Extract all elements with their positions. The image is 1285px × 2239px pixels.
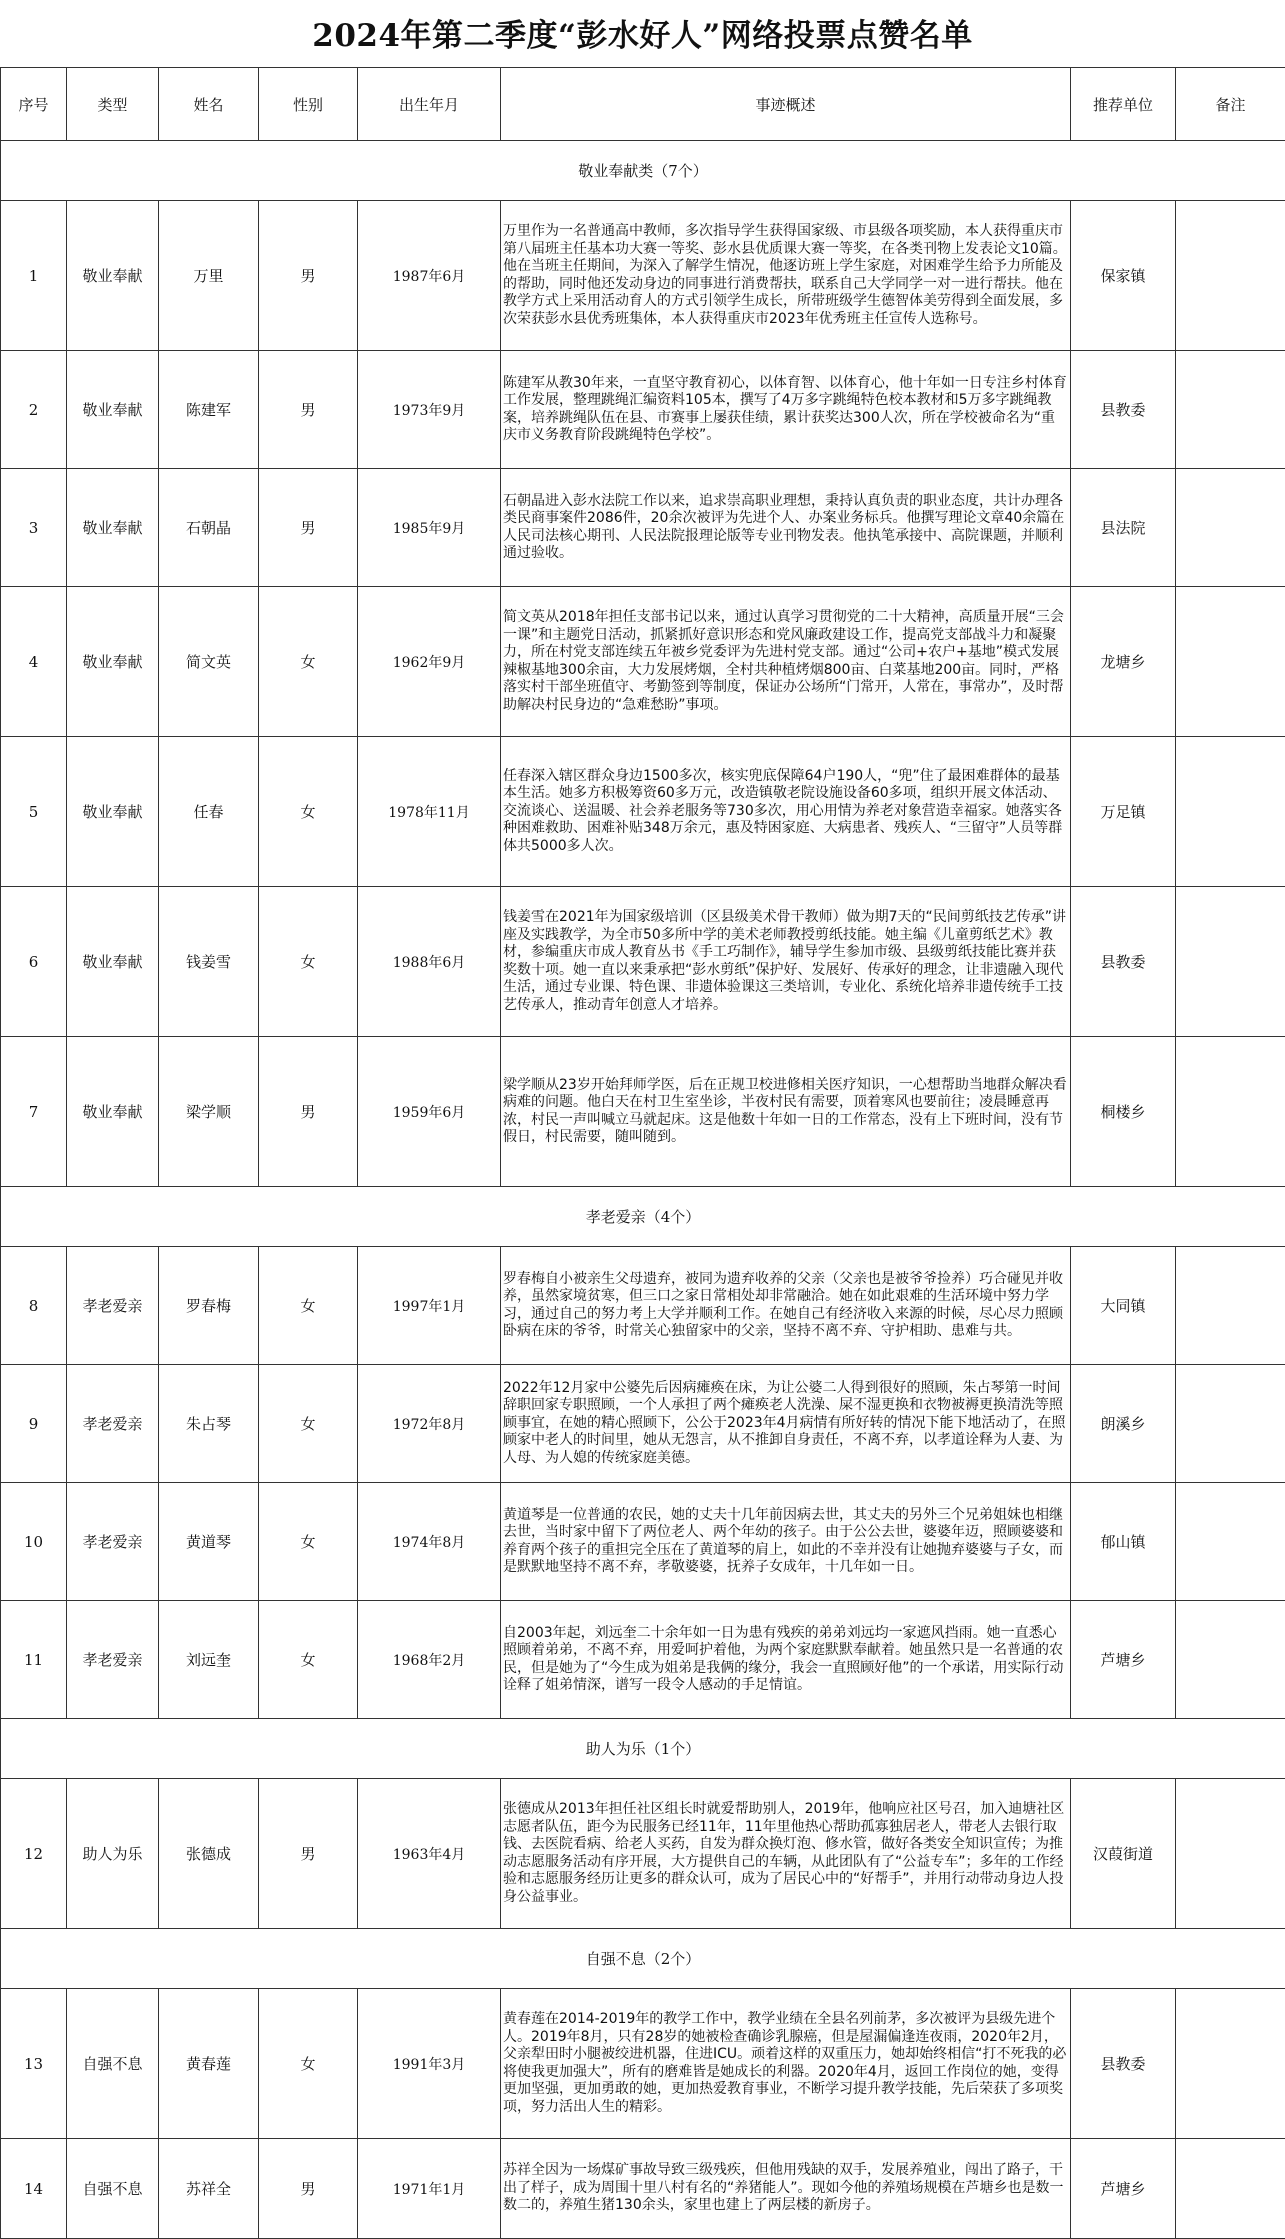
row-remark [1176, 1989, 1285, 2139]
row-type: 自强不息 [67, 2139, 159, 2239]
row-birth: 1985年9月 [358, 469, 501, 587]
row-type: 自强不息 [67, 1989, 159, 2139]
row-unit: 汉葭街道 [1071, 1779, 1176, 1929]
row-unit: 芦塘乡 [1071, 1601, 1176, 1719]
row-deed: 任春深入辖区群众身边1500多次，核实兜底保障64户190人，“兜”住了最困难群体的最基本生活。她多方积极筹资60多万元，改造镇敬老院设施设备60多项，组织开展文体活动、交流谈心、送温暖、社会养老服务等730多次，用心用情为养老对象营造幸福家。她落实各种困难救助、困难补贴348万余元，惠及特困家庭、大病患者、残疾人、“三留守”人员等群体共5000多人次。 [501, 737, 1071, 887]
row-birth: 1959年6月 [358, 1037, 501, 1187]
row-name: 石朝晶 [159, 469, 259, 587]
table-row [1, 737, 1285, 887]
row-birth: 1972年8月 [358, 1365, 501, 1483]
row-name: 任春 [159, 737, 259, 887]
row-birth: 1962年9月 [358, 587, 501, 737]
row-gender: 女 [259, 737, 358, 887]
header-name: 姓名 [159, 68, 259, 141]
row-deed: 陈建军从教30年来，一直坚守教育初心，以体育智、以体育心，他十年如一日专注乡村体育工作发展，整理跳绳汇编资料105本，撰写了4万多字跳绳特色校本教材和5万多字跳绳教案，培养跳绳队伍在县、市赛事上屡获佳绩，累计获奖达300人次，所在学校被命名为“重庆市义务教育阶段跳绳特色学校”。 [501, 351, 1071, 469]
row-gender: 女 [259, 1601, 358, 1719]
row-gender: 女 [259, 1989, 358, 2139]
table-row [1, 887, 1285, 1037]
table-row [1, 201, 1285, 351]
category-label: 自强不息（2个） [1, 1929, 1285, 1989]
header-unit: 推荐单位 [1071, 68, 1176, 141]
category-row [1, 141, 1285, 201]
row-gender: 男 [259, 1779, 358, 1929]
table-row [1, 1037, 1285, 1187]
row-deed: 钱姜雪在2021年为国家级培训（区县级美术骨干教师）做为期7天的“民间剪纸技艺传承”讲座及实践教学，为全市50多所中学的美术老师教授剪纸技能。她主编《儿童剪纸艺术》教材，参编重庆市成人教育丛书《手工巧制作》，辅导学生参加市级、县级剪纸技能比赛并获奖数十项。她一直以来秉承把“彭水剪纸”保护好、发展好、传承好的理念，让非遗融入现代生活，通过专业课、特色课、非遗体验课这三类培训，专业化、系统化培养非遗传统手工技艺传承人，推动青年创意人才培养。 [501, 887, 1071, 1037]
row-deed: 苏祥全因为一场煤矿事故导致三级残疾，但他用残缺的双手，发展养殖业，闯出了路子，干出了样子，成为周围十里八村有名的“养猪能人”。现如今他的养殖场规模在芦塘乡也是数一数二的，养殖生猪130余头，家里也建上了两层楼的新房子。 [501, 2139, 1071, 2239]
row-unit: 桐楼乡 [1071, 1037, 1176, 1187]
row-type: 敬业奉献 [67, 469, 159, 587]
row-birth: 1991年3月 [358, 1989, 501, 2139]
row-gender: 男 [259, 201, 358, 351]
row-remark [1176, 1601, 1285, 1719]
row-remark [1176, 1365, 1285, 1483]
table-row [1, 2139, 1285, 2239]
category-label: 助人为乐（1个） [1, 1719, 1285, 1779]
row-name: 万里 [159, 201, 259, 351]
row-remark [1176, 351, 1285, 469]
row-type: 敬业奉献 [67, 1037, 159, 1187]
header-gender: 性别 [259, 68, 358, 141]
row-birth: 1997年1月 [358, 1247, 501, 1365]
row-name: 简文英 [159, 587, 259, 737]
row-unit: 郁山镇 [1071, 1483, 1176, 1601]
row-number: 4 [1, 587, 67, 737]
row-remark [1176, 1247, 1285, 1365]
row-deed: 黄春莲在2014-2019年的教学工作中，教学业绩在全县名列前茅，多次被评为县级先进个人。2019年8月，只有28岁的她被检查确诊乳腺癌，但是屋漏偏逢连夜雨，2020年2月，父亲犁田时小腿被绞进机器，住进ICU。顽着这样的双重压力，她却始终相信“打不死我的必将使我更加强大”，所有的磨难皆是她成长的利器。2020年4月，返回工作岗位的她，变得更加坚强，更加勇敢的她，更加热爱教育事业，不断学习提升教学技能，先后荣获了多项奖项，努力活出人生的精彩。 [501, 1989, 1071, 2139]
row-birth: 1973年9月 [358, 351, 501, 469]
row-birth: 1968年2月 [358, 1601, 501, 1719]
row-unit: 朗溪乡 [1071, 1365, 1176, 1483]
row-type: 敬业奉献 [67, 201, 159, 351]
row-type: 敬业奉献 [67, 887, 159, 1037]
row-gender: 女 [259, 587, 358, 737]
row-birth: 1978年11月 [358, 737, 501, 887]
row-remark [1176, 737, 1285, 887]
row-name: 苏祥全 [159, 2139, 259, 2239]
row-number: 12 [1, 1779, 67, 1929]
category-label: 敬业奉献类（7个） [1, 141, 1285, 201]
table-row [1, 1601, 1285, 1719]
category-row [1, 1719, 1285, 1779]
row-deed: 罗春梅自小被亲生父母遗弃，被同为遗弃收养的父亲（父亲也是被爷爷捡养）巧合碰见并收养，虽然家境贫寒，但三口之家日常相处却非常融洽。她在如此艰难的生活环境中努力学习，通过自己的努力考上大学并顺利工作。在她自己有经济收入来源的时候，尽心尽力照顾卧病在床的爷爷，时常关心独留家中的父亲，坚持不离不弃、守护相助、患难与共。 [501, 1247, 1071, 1365]
row-remark [1176, 2139, 1285, 2239]
table-row [1, 1483, 1285, 1601]
row-name: 梁学顺 [159, 1037, 259, 1187]
row-type: 孝老爱亲 [67, 1601, 159, 1719]
row-number: 14 [1, 2139, 67, 2239]
row-deed: 自2003年起，刘远奎二十余年如一日为患有残疾的弟弟刘远均一家遮风挡雨。她一直悉心照顾着弟弟，不离不弃，用爱呵护着他，为两个家庭默默奉献着。她虽然只是一名普通的农民，但是她为了“今生成为姐弟是我俩的缘分，我会一直照顾好他”的一个承诺，用实际行动诠释了姐弟情深，谱写一段令人感动的手足情谊。 [501, 1601, 1071, 1719]
row-number: 11 [1, 1601, 67, 1719]
row-unit: 县教委 [1071, 1989, 1176, 2139]
row-gender: 男 [259, 469, 358, 587]
row-birth: 1974年8月 [358, 1483, 501, 1601]
row-deed: 石朝晶进入彭水法院工作以来，追求崇高职业理想，秉持认真负责的职业态度，共计办理各类民商事案件2086件，20余次被评为先进个人、办案业务标兵。他撰写理论文章40余篇在人民司法核心期刊、人民法院报理论版等专业刊物发表。他执笔承接中、高院课题，并顺利通过验收。 [501, 469, 1071, 587]
row-unit: 保家镇 [1071, 201, 1176, 351]
row-deed: 简文英从2018年担任支部书记以来，通过认真学习贯彻党的二十大精神，高质量开展“三会一课”和主题党日活动，抓紧抓好意识形态和党风廉政建设工作，提高党支部战斗力和凝聚力，所在村党支部连续五年被乡党委评为先进村党支部。通过“公司+农户+基地”模式发展辣椒基地300余亩，大力发展烤烟，全村共种植烤烟800亩、白菜基地200亩。同时，严格落实村干部坐班值守、考勤签到等制度，保证办公场所“门常开，人常在，事常办”，及时帮助解决村民身边的“急难愁盼”事项。 [501, 587, 1071, 737]
row-number: 10 [1, 1483, 67, 1601]
row-name: 刘远奎 [159, 1601, 259, 1719]
row-gender: 女 [259, 1483, 358, 1601]
row-number: 2 [1, 351, 67, 469]
table-row [1, 1365, 1285, 1483]
row-remark [1176, 1779, 1285, 1929]
row-deed: 张德成从2013年担任社区组长时就爱帮助别人，2019年，他响应社区号召，加入迪塘社区志愿者队伍，距今为民服务已经11年，11年里他热心帮助孤寡独居老人，带老人去银行取钱、去医院看病、给老人买药，自发为群众换灯泡、修水管，做好各类安全知识宣传；为推动志愿服务活动有序开展，大方提供自己的车辆，从此团队有了“公益专车”；多年的工作经验和志愿服务经历让更多的群众认可，成为了居民心中的“好帮手”，并用行动带动身边人投身公益事业。 [501, 1779, 1071, 1929]
row-remark [1176, 201, 1285, 351]
row-name: 朱占琴 [159, 1365, 259, 1483]
row-name: 钱姜雪 [159, 887, 259, 1037]
row-remark [1176, 1483, 1285, 1601]
row-unit: 县教委 [1071, 351, 1176, 469]
row-gender: 男 [259, 351, 358, 469]
row-unit: 县法院 [1071, 469, 1176, 587]
header-deed: 事迹概述 [501, 68, 1071, 141]
row-unit: 县教委 [1071, 887, 1176, 1037]
row-gender: 女 [259, 1365, 358, 1483]
row-remark [1176, 469, 1285, 587]
row-number: 8 [1, 1247, 67, 1365]
row-name: 张德成 [159, 1779, 259, 1929]
row-birth: 1971年1月 [358, 2139, 501, 2239]
table-row [1, 351, 1285, 469]
page-title: 2024年第二季度“彭水好人”网络投票点赞名单 [0, 0, 1285, 64]
header-no: 序号 [1, 68, 67, 141]
header-row [1, 68, 1285, 141]
row-deed: 梁学顺从23岁开始拜师学医，后在正规卫校进修相关医疗知识，一心想帮助当地群众解决看病难的问题。他白天在村卫生室坐诊，半夜村民有需要，顶着寒风也要前往；凌晨睡意再浓，村民一声叫喊立马就起床。这是他数十年如一日的工作常态，没有上下班时间，没有节假日，村民需要，随叫随到。 [501, 1037, 1071, 1187]
row-gender: 男 [259, 1037, 358, 1187]
row-name: 黄春莲 [159, 1989, 259, 2139]
row-birth: 1963年4月 [358, 1779, 501, 1929]
row-type: 敬业奉献 [67, 737, 159, 887]
row-deed: 黄道琴是一位普通的农民，她的丈夫十几年前因病去世，其丈夫的另外三个兄弟姐妹也相继去世，当时家中留下了两位老人、两个年幼的孩子。由于公公去世，婆婆年迈，照顾婆婆和养育两个孩子的重担完全压在了黄道琴的肩上，如此的不幸并没有让她抛弃婆婆与子女，而是默默地坚持不离不弃，孝敬婆婆，抚养子女成年，十几年如一日。 [501, 1483, 1071, 1601]
row-deed: 2022年12月家中公婆先后因病瘫痪在床，为让公婆二人得到很好的照顾，朱占琴第一时间辞职回家专职照顾，一个人承担了两个瘫痪老人洗澡、屎不湿更换和衣物被褥更换清洗等照顾事宜，在她的精心照顾下，公公于2023年4月病情有所好转的情况下能下地活动了，在照顾家中老人的时间里，她从无怨言，从不推卸自身责任，不离不弃，以孝道诠释为人妻、为人母、为人媳的传统家庭美德。 [501, 1365, 1071, 1483]
candidate-table [0, 67, 1285, 2239]
row-gender: 女 [259, 887, 358, 1037]
category-label: 孝老爱亲（4个） [1, 1187, 1285, 1247]
row-unit: 大同镇 [1071, 1247, 1176, 1365]
table-row [1, 587, 1285, 737]
row-unit: 龙塘乡 [1071, 587, 1176, 737]
row-remark [1176, 1037, 1285, 1187]
table-row [1, 1989, 1285, 2139]
row-number: 6 [1, 887, 67, 1037]
row-gender: 男 [259, 2139, 358, 2239]
row-remark [1176, 587, 1285, 737]
row-name: 罗春梅 [159, 1247, 259, 1365]
row-deed: 万里作为一名普通高中教师，多次指导学生获得国家级、市县级各项奖励，本人获得重庆市第八届班主任基本功大赛一等奖、彭水县优质课大赛一等奖，在各类刊物上发表论文10篇。他在当班主任期间，为深入了解学生情况，他逐访班上学生家庭，对困难学生给予力所能及的帮助，同时他还发动身边的同事进行消费帮扶，联系自己大学同学一对一进行帮扶。他在教学方式上采用活动育人的方式引领学生成长，所带班级学生德智体美劳得到全面发展，多次荣获彭水县优秀班集体，本人获得重庆市2023年优秀班主任宣传人选称号。 [501, 201, 1071, 351]
row-unit: 芦塘乡 [1071, 2139, 1176, 2239]
row-type: 孝老爱亲 [67, 1247, 159, 1365]
row-gender: 女 [259, 1247, 358, 1365]
row-type: 助人为乐 [67, 1779, 159, 1929]
row-unit: 万足镇 [1071, 737, 1176, 887]
row-type: 孝老爱亲 [67, 1365, 159, 1483]
row-type: 敬业奉献 [67, 351, 159, 469]
row-name: 陈建军 [159, 351, 259, 469]
row-number: 5 [1, 737, 67, 887]
row-type: 孝老爱亲 [67, 1483, 159, 1601]
row-birth: 1987年6月 [358, 201, 501, 351]
category-row [1, 1187, 1285, 1247]
header-type: 类型 [67, 68, 159, 141]
row-number: 7 [1, 1037, 67, 1187]
header-remark: 备注 [1176, 68, 1285, 141]
row-birth: 1988年6月 [358, 887, 501, 1037]
row-number: 13 [1, 1989, 67, 2139]
table-row [1, 1779, 1285, 1929]
table-row [1, 1247, 1285, 1365]
row-remark [1176, 887, 1285, 1037]
row-number: 1 [1, 201, 67, 351]
table-row [1, 469, 1285, 587]
row-number: 3 [1, 469, 67, 587]
row-number: 9 [1, 1365, 67, 1483]
category-row [1, 1929, 1285, 1989]
row-type: 敬业奉献 [67, 587, 159, 737]
row-name: 黄道琴 [159, 1483, 259, 1601]
header-birth: 出生年月 [358, 68, 501, 141]
